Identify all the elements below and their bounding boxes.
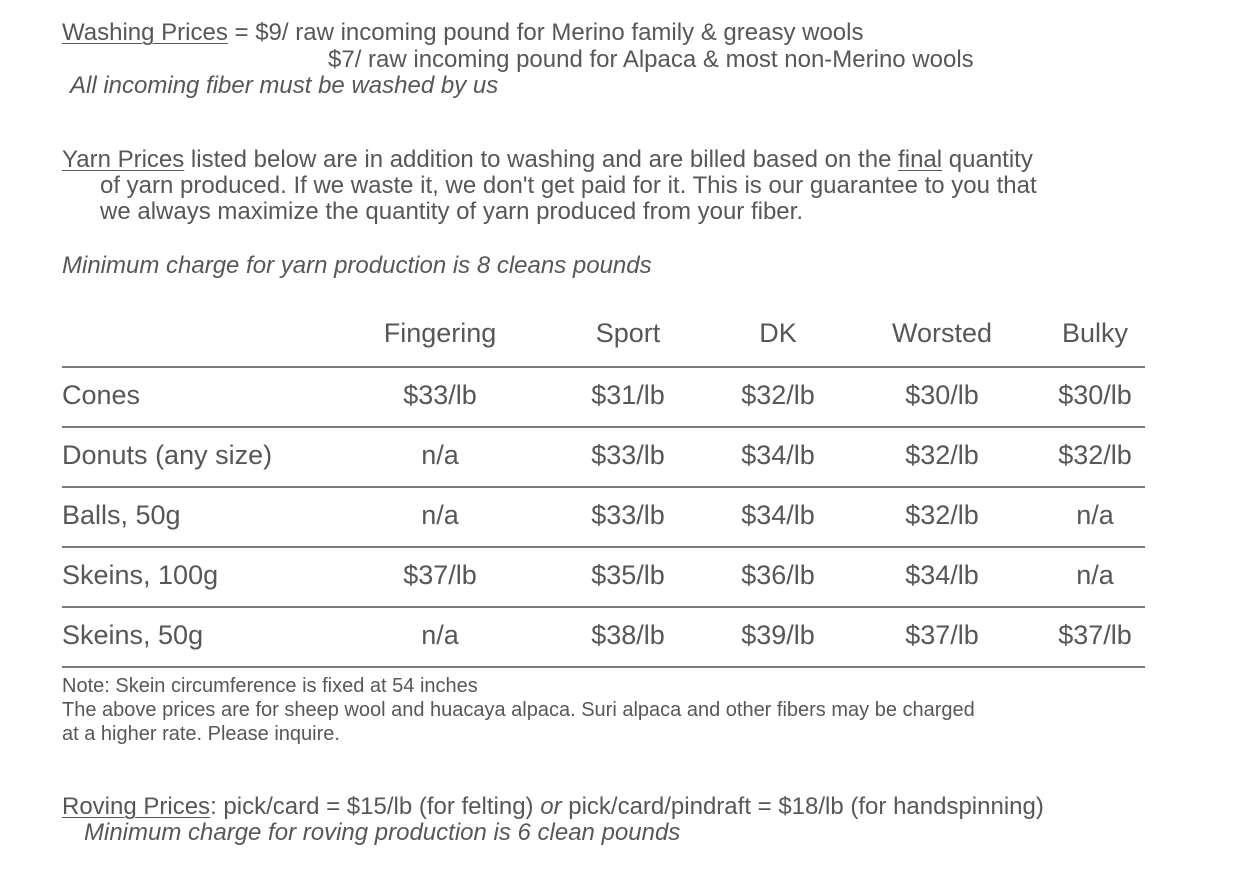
table-cell: $37/lb: [905, 620, 979, 650]
yarn-text-1a: listed below are in addition to washing and are billed based on the: [184, 146, 899, 173]
header-fingering: Fingering: [383, 318, 497, 348]
header-worsted: Worsted: [891, 318, 993, 348]
table-cell: $34/lb: [741, 500, 815, 530]
row-label-text: Cones: [62, 380, 141, 410]
table-row: [62, 486, 1145, 546]
table-cell: $36/lb: [741, 560, 815, 590]
washing-prices-label: Washing Prices: [62, 19, 228, 46]
row-label: [62, 380, 140, 411]
washing-equals: =: [227, 19, 256, 46]
note-skein-circumference: Note: Skein circumference is fixed at 54 inches: [62, 675, 478, 697]
table-cell: n/a: [421, 500, 459, 530]
table-cell: $34/lb: [741, 440, 815, 470]
header-bulky: Bulky: [1061, 318, 1129, 348]
roving-or: or: [540, 793, 562, 820]
table-row: [62, 546, 1145, 606]
roving-prices-line: [62, 794, 1044, 820]
yarn-price-table: [62, 312, 1145, 668]
table-cell: n/a: [1076, 560, 1114, 590]
yarn-text-1c: quantity: [942, 146, 1033, 173]
table-cell: $31/lb: [591, 380, 665, 410]
table-cell: $37/lb: [403, 560, 477, 590]
yarn-minimum: Minimum charge for yarn production is 8 cleans pounds: [62, 252, 652, 279]
note-pricing-line2: at a higher rate. Please inquire.: [62, 723, 340, 745]
row-label-text: Skeins, 50g: [62, 620, 204, 650]
yarn-prices-label: Yarn Prices: [62, 146, 185, 173]
yarn-final-word: final: [898, 146, 943, 173]
washing-price-merino: $9/ raw incoming pound for Merino family & greasy wools: [255, 19, 864, 46]
table-cell: $33/lb: [591, 500, 665, 530]
table-row: [62, 426, 1145, 486]
row-label: [62, 560, 218, 591]
row-label: [62, 620, 203, 651]
header-dk: DK: [759, 318, 797, 348]
table-cell: $30/lb: [1058, 380, 1132, 410]
table-cell: n/a: [421, 440, 459, 470]
row-label-text: Balls, 50g: [62, 500, 181, 530]
table-cell: $37/lb: [1058, 620, 1132, 650]
table-cell: $35/lb: [591, 560, 665, 590]
row-label-text: Donuts: [62, 440, 156, 470]
table-cell: $32/lb: [741, 380, 815, 410]
table-header: [62, 312, 1145, 366]
washing-note: All incoming fiber must be washed by us: [70, 72, 499, 99]
roving-text-b: pick/card/pindraft = $18/lb (for handspinning): [561, 793, 1044, 820]
row-label: [62, 440, 272, 471]
roving-minimum: Minimum charge for roving production is 6 clean pounds: [84, 819, 681, 846]
table-cell: $39/lb: [741, 620, 815, 650]
table-cell: $32/lb: [905, 440, 979, 470]
table-cell: $32/lb: [1058, 440, 1132, 470]
table-cell: n/a: [1076, 500, 1114, 530]
table-cell: $32/lb: [905, 500, 979, 530]
table-cell: $38/lb: [591, 620, 665, 650]
row-label-text: Skeins, 100g: [62, 560, 219, 590]
header-sport: Sport: [595, 318, 661, 348]
yarn-prices-line2: of yarn produced. If we waste it, we don't get paid for it. This is our guarantee to you that: [100, 172, 1037, 199]
table-row: [62, 366, 1145, 426]
yarn-prices-line1: [62, 147, 1033, 173]
yarn-prices-line3: we always maximize the quantity of yarn produced from your fiber.: [100, 198, 803, 225]
table-cell: $33/lb: [591, 440, 665, 470]
table-cell: $30/lb: [905, 380, 979, 410]
table-cell: $34/lb: [905, 560, 979, 590]
roving-prices-label: Roving Prices: [62, 793, 211, 820]
row-label-sub: (any size): [155, 440, 273, 470]
row-label: [62, 500, 181, 531]
roving-text-a: : pick/card = $15/lb (for felting): [210, 793, 541, 820]
table-cell: n/a: [421, 620, 459, 650]
table-row: [62, 606, 1145, 668]
note-pricing-line1: The above prices are for sheep wool and huacaya alpaca. Suri alpaca and other fibers may be charged: [62, 699, 975, 721]
washing-price-alpaca: $7/ raw incoming pound for Alpaca & most non-Merino wools: [328, 46, 974, 73]
washing-prices-line: [62, 20, 863, 46]
table-cell: $33/lb: [403, 380, 477, 410]
